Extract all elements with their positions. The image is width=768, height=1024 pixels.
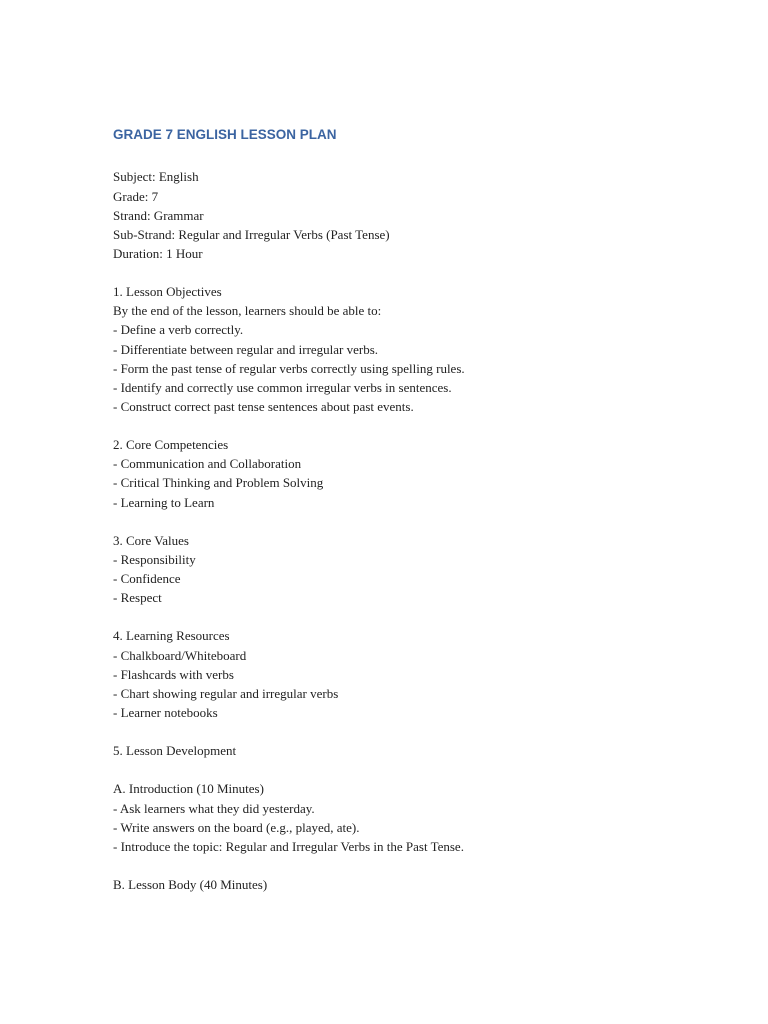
section-lesson-objectives: [113, 282, 713, 416]
list-item: - Learning to Learn: [113, 494, 215, 510]
list-item: - Learner notebooks: [113, 704, 218, 720]
section-heading: 1. Lesson Objectives: [113, 284, 222, 300]
list-item: - Critical Thinking and Problem Solving: [113, 475, 324, 491]
section-core-competencies: [113, 435, 713, 512]
info-duration: Duration: 1 Hour: [113, 245, 203, 261]
info-sub-strand: Sub-Strand: Regular and Irregular Verbs (Past Tense): [113, 226, 390, 242]
info-grade: Grade: 7: [113, 188, 159, 204]
subsection-introduction: [113, 779, 713, 856]
section-core-values: [113, 531, 713, 608]
info-subject: Subject: English: [113, 169, 199, 185]
list-item: - Construct correct past tense sentences about past events.: [113, 398, 414, 414]
section-heading: 3. Core Values: [113, 532, 189, 548]
section-heading: 5. Lesson Development: [113, 743, 237, 759]
list-item: - Chalkboard/Whiteboard: [113, 647, 247, 663]
section-lesson-development: [113, 741, 713, 894]
list-item: - Define a verb correctly.: [113, 322, 244, 338]
list-item: - Confidence: [113, 571, 181, 587]
section-heading: 4. Learning Resources: [113, 628, 230, 644]
info-strand: Strand: Grammar: [113, 207, 204, 223]
document-body: [113, 167, 713, 894]
list-item: - Flashcards with verbs: [113, 666, 234, 682]
list-item: - Chart showing regular and irregular verbs: [113, 685, 339, 701]
list-item: - Communication and Collaboration: [113, 456, 302, 472]
list-item: - Differentiate between regular and irregular verbs.: [113, 341, 379, 357]
subsection-lesson-body: [113, 875, 713, 894]
list-item: - Identify and correctly use common irregular verbs in sentences.: [113, 379, 452, 395]
subsection-heading: A. Introduction (10 Minutes): [113, 781, 264, 797]
section-heading: 2. Core Competencies: [113, 437, 229, 453]
list-item: - Respect: [113, 590, 162, 606]
document-title: GRADE 7 ENGLISH LESSON PLAN: [113, 127, 337, 142]
section-learning-resources: [113, 626, 713, 722]
list-item: - Write answers on the board (e.g., played, ate).: [113, 819, 360, 835]
section-intro: By the end of the lesson, learners should be able to:: [113, 303, 382, 319]
list-item: - Ask learners what they did yesterday.: [113, 800, 315, 816]
lesson-info: [113, 167, 713, 263]
subsection-heading: B. Lesson Body (40 Minutes): [113, 877, 268, 893]
list-item: - Introduce the topic: Regular and Irregular Verbs in the Past Tense.: [113, 838, 464, 854]
list-item: - Form the past tense of regular verbs correctly using spelling rules.: [113, 360, 465, 376]
list-item: - Responsibility: [113, 551, 196, 567]
